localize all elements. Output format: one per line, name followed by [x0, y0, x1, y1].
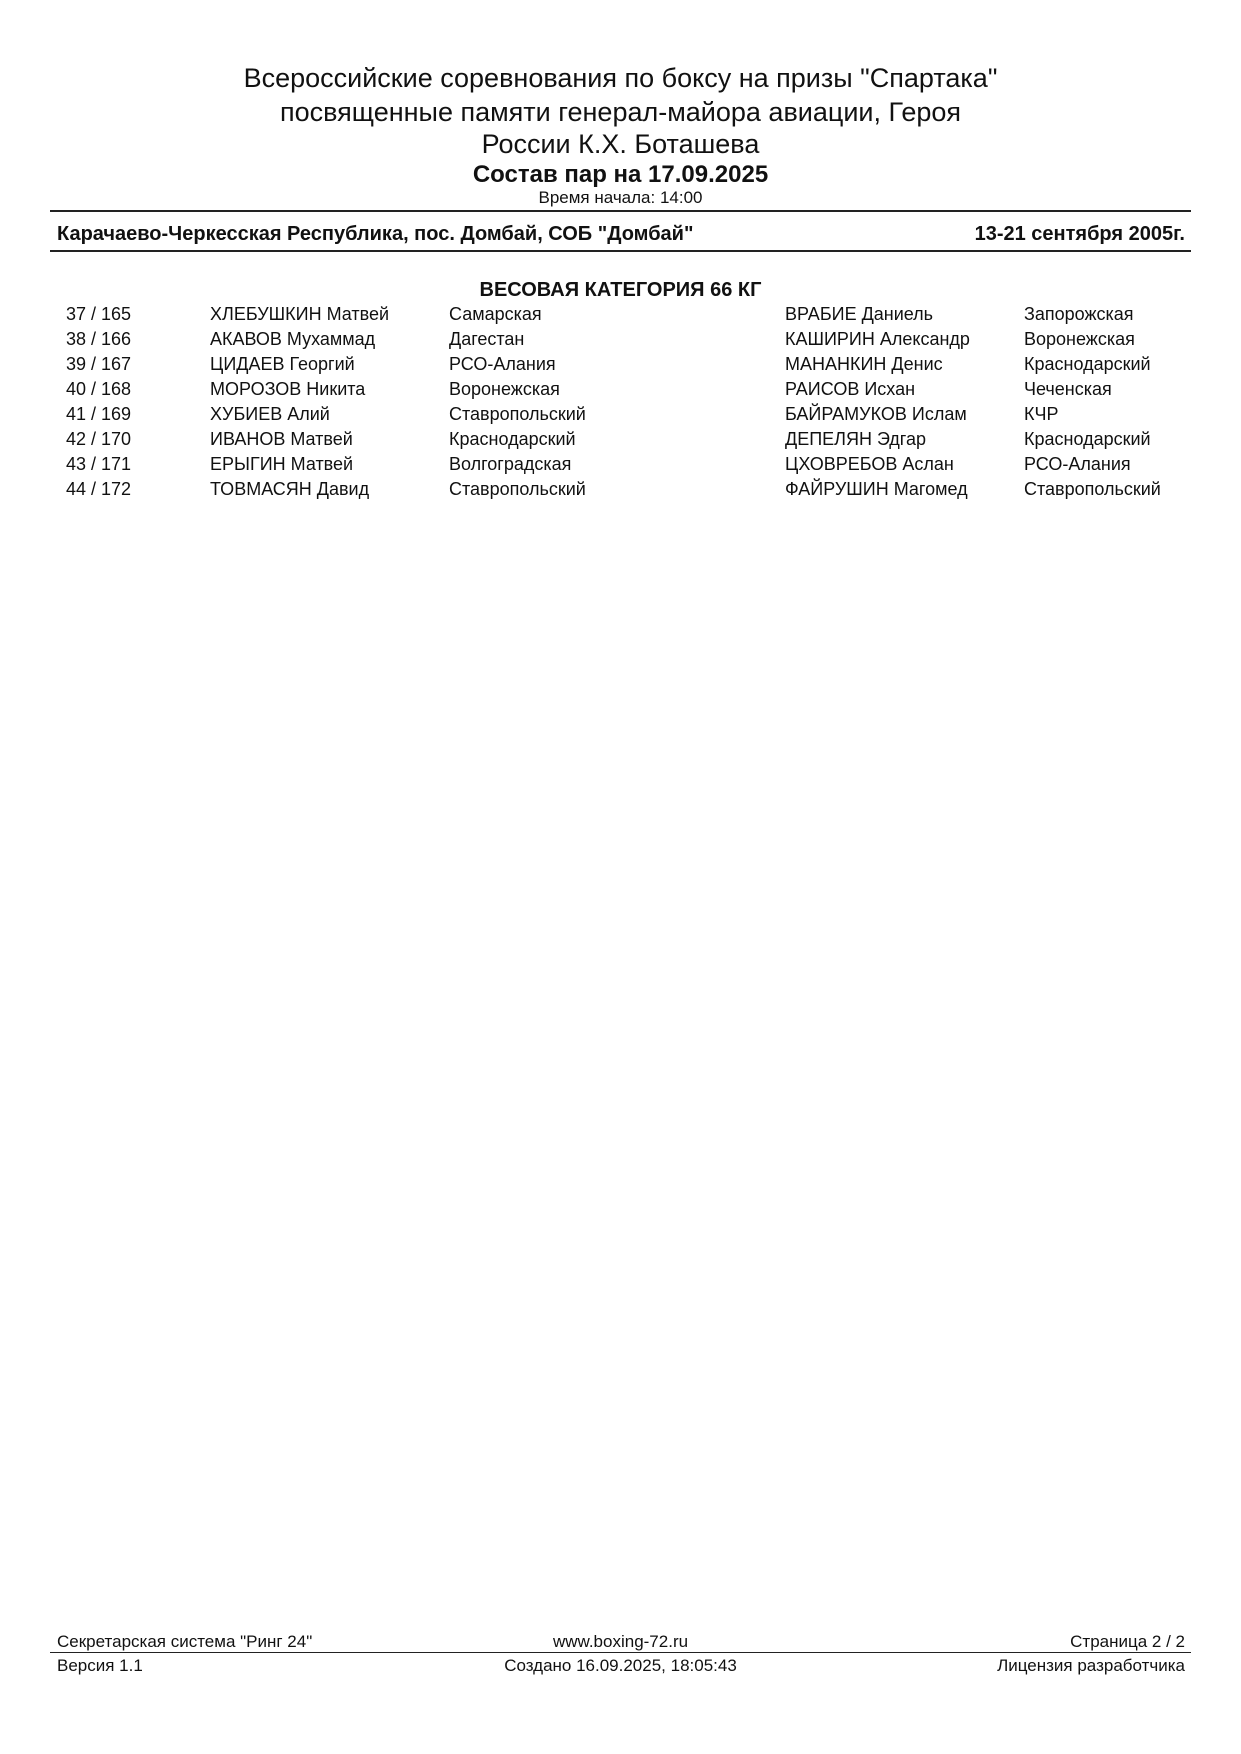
pair-row: [0, 302, 1241, 327]
pair-row: [0, 327, 1241, 352]
pairs-table: [0, 302, 1241, 502]
pair-number: 43 / 171: [66, 454, 132, 474]
region-blue: Краснодарский: [1024, 354, 1151, 374]
pair-row: [0, 377, 1241, 402]
region-red: Самарская: [449, 304, 542, 324]
header-divider-bottom: [50, 250, 1191, 252]
pair-row: [0, 402, 1241, 427]
region-red: Воронежская: [449, 379, 560, 399]
pair-row: [0, 427, 1241, 452]
footer-website: www.boxing-72.ru: [552, 1632, 689, 1651]
pair-number: 37 / 165: [66, 304, 132, 324]
venue: Карачаево-Черкесская Республика, пос. Домбай, СОБ "Домбай": [57, 223, 694, 245]
header-divider-top: [50, 210, 1191, 212]
boxer-red: ЕРЫГИН Матвей: [210, 454, 354, 474]
boxer-red: ИВАНОВ Матвей: [210, 429, 353, 449]
pair-number: 41 / 169: [66, 404, 132, 424]
boxer-red: ХУБИЕВ Алий: [210, 404, 330, 424]
region-red: Ставропольский: [449, 479, 586, 499]
boxer-red: МОРОЗОВ Никита: [210, 379, 366, 399]
region-red: Дагестан: [449, 329, 525, 349]
region-blue: Краснодарский: [1024, 429, 1151, 449]
footer-divider: [50, 1652, 1191, 1653]
pair-row: [0, 352, 1241, 377]
pair-number: 40 / 168: [66, 379, 132, 399]
footer-version: Версия 1.1: [57, 1656, 143, 1675]
region-red: Ставропольский: [449, 404, 586, 424]
boxer-red: ЦИДАЕВ Георгий: [210, 354, 355, 374]
boxer-blue: КАШИРИН Александр: [785, 329, 970, 349]
document-title-line-3: России К.Х. Боташева: [481, 129, 760, 159]
region-red: Волгоградская: [449, 454, 572, 474]
region-blue: Чеченская: [1024, 379, 1112, 399]
region-blue: РСО-Алания: [1024, 454, 1131, 474]
region-red: Краснодарский: [449, 429, 576, 449]
boxer-red: АКАВОВ Мухаммад: [210, 329, 376, 349]
document-title-line-1: Всероссийские соревнования по боксу на призы "Спартака": [243, 63, 998, 93]
start-time: Время начала: 14:00: [538, 188, 703, 207]
boxer-blue: МАНАНКИН Денис: [785, 354, 943, 374]
boxer-blue: ФАЙРУШИН Магомед: [785, 479, 968, 499]
region-blue: Воронежская: [1024, 329, 1135, 349]
pair-number: 38 / 166: [66, 329, 132, 349]
region-blue: Запорожская: [1024, 304, 1134, 324]
event-dates: 13-21 сентября 2005г.: [974, 223, 1185, 245]
boxer-red: ТОВМАСЯН Давид: [210, 479, 370, 499]
document-title-line-2: посвященные памяти генерал-майора авиации, Героя: [280, 97, 961, 127]
region-blue: КЧР: [1024, 404, 1059, 424]
pair-row: [0, 477, 1241, 502]
pair-number: 42 / 170: [66, 429, 132, 449]
pair-number: 44 / 172: [66, 479, 132, 499]
footer-page-number: Страница 2 / 2: [1070, 1632, 1185, 1651]
document-subtitle: Состав пар на 17.09.2025: [472, 161, 769, 188]
pair-number: 39 / 167: [66, 354, 132, 374]
boxer-blue: ДЕПЕЛЯН Эдгар: [785, 429, 926, 449]
boxer-blue: РАИСОВ Исхан: [785, 379, 916, 399]
region-blue: Ставропольский: [1024, 479, 1161, 499]
footer-system: Секретарская система "Ринг 24": [57, 1632, 313, 1651]
boxer-blue: ЦХОВРЕБОВ Аслан: [785, 454, 954, 474]
boxer-red: ХЛЕБУШКИН Матвей: [210, 304, 390, 324]
region-red: РСО-Алания: [449, 354, 556, 374]
footer-license: Лицензия разработчика: [997, 1656, 1185, 1675]
boxer-blue: ВРАБИЕ Даниель: [785, 304, 934, 324]
pair-row: [0, 452, 1241, 477]
footer-created: Создано 16.09.2025, 18:05:43: [504, 1656, 737, 1675]
weight-category-heading: ВЕСОВАЯ КАТЕГОРИЯ 66 КГ: [479, 279, 762, 301]
boxer-blue: БАЙРАМУКОВ Ислам: [785, 404, 967, 424]
